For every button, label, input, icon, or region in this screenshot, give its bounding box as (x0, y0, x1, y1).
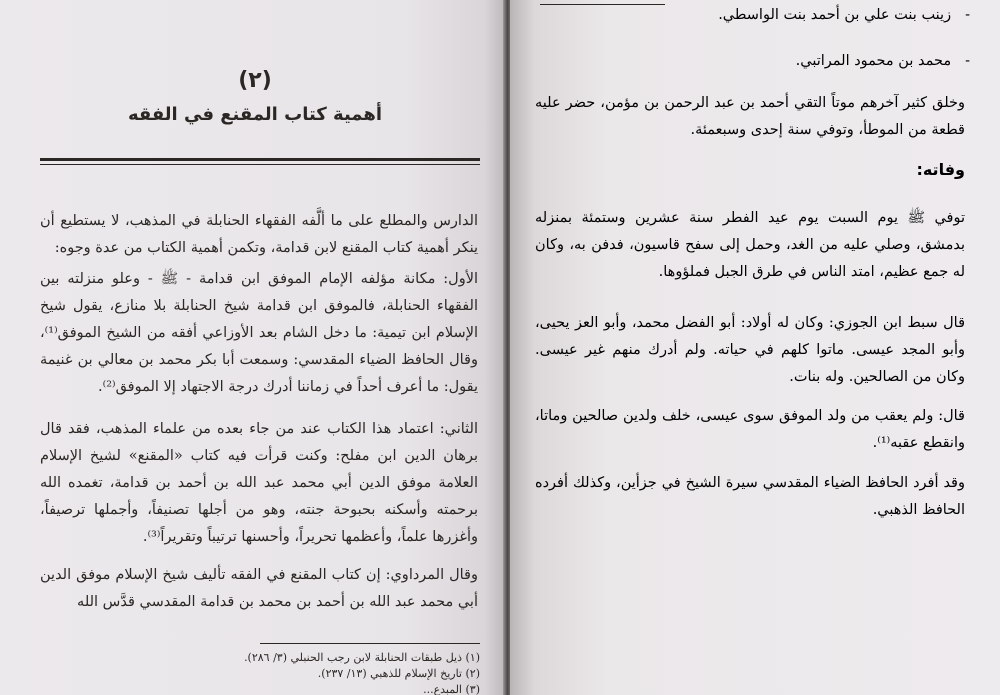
heirs-paragraph: قال: ولم يعقب من ولد الموفق سوى عيسى، خلف ولدين صالحين وماتا، وانقطع عقبه⁽¹⁾. (535, 408, 965, 451)
chapter-title: أهمية كتاب المقنع في الفقه (127, 104, 383, 125)
children-paragraph: قال سبط ابن الجوزي: وكان له أولاد: أبو الفضل محمد، وأبو العز يحيى، وأبو المجد عيسى. ماتوا كلهم في حياته. ولم أدرك منهم غير عيسى. وكان من الصالحين. وله بنات. (535, 315, 965, 385)
title-rule-thick (40, 158, 480, 161)
chapter-number: (٢) (238, 68, 272, 93)
death-heading: وفاته: (916, 160, 965, 179)
point-three-paragraph: وقال المرداوي: إن كتاب المقنع في الفقه تأليف شيخ الإسلام موفق الدين أبي محمد عبد الله بن أحمد بن محمد بن قدامة المقدسي قدَّس الله (40, 567, 478, 610)
students-paragraph: وخلق كثير آخرهم موتاً التقي أحمد بن عبد الرحمن بن مؤمن، حضر عليه قطعة من الموطأ، وتوفي سنة إحدى وسبعمئة. (535, 95, 965, 138)
footnote-rule (260, 643, 480, 644)
footnote-3: (٣) المبدع... (423, 683, 480, 695)
point-one-paragraph: الأول: مكانة مؤلفه الإمام الموفق ابن قدامة - ﷺ - وعلو منزلته بين الفقهاء الحنابلة، فالموفق ابن قدامة شيخ الحنابلة بلا منازع، يقول شيخ الإسلام ابن تيمية: ما دخل الشام بعد الأوزاعي أفقه من الشيخ الموفق⁽¹⁾، وقال الحافظ الضياء المقدسي: وسمعت أبا بكر محمد بن معالي بن غنيمة يقول: ما أعرف أحداً في زماننا أدرك درجة الاجتهاد إلا الموفق⁽²⁾. (40, 271, 478, 395)
title-rule-thin (40, 164, 480, 165)
students-list (560, 2, 970, 94)
list-item: -محمد بن محمود المراتبي. (795, 53, 970, 69)
biography-paragraph: وقد أفرد الحافظ الضياء المقدسي سيرة الشيخ في جزأين، وكذلك أفرده الحافظ الذهبي. (535, 475, 965, 518)
point-two-paragraph: الثاني: اعتماد هذا الكتاب عند من جاء بعده من علماء المذهب، فقد قال برهان الدين ابن مفلح: وكنت قرأت فيه كتاب «المقنع» لشيخ الإسلام العلامة موفق الدين أبي محمد عبد الله بن أحمد بن قدامة، تغمده الله برحمته وأسكنه بحبوحة جنته، وهو من أجلها تصنيفاً، وأجملها ترصيفاً، وأغزرها علماً، وأعظمها تحريراً، وأحسنها ترتيباً وتقريراً⁽³⁾. (40, 421, 478, 545)
footnote-2: (٢) تاريخ الإسلام للذهبي (١٣/ ٢٣٧). (317, 667, 480, 680)
death-paragraph: توفي ﷺ يوم السبت يوم عيد الفطر سنة عشرين وستمئة بمنزله بدمشق، وصلي عليه من الغد، وحمل إلى سفح قاسيون، فدفن به، وكان له جمع عظيم، امتد الناس في طرق الجبل فملؤوها. (535, 210, 965, 280)
intro-paragraph: الدارس والمطلع على ما ألَّفه الفقهاء الحنابلة في المذهب، لا يستطيع أن ينكر أهمية كتاب المقنع لابن قدامة، وتكمن أهمية الكتاب من عدة وجوه: (40, 213, 478, 256)
list-item: -زينب بنت علي بن أحمد بنت الواسطي. (718, 7, 970, 23)
footnotes (230, 650, 480, 695)
footnote-1: (١) ذيل طبقات الحنابلة لابن رجب الحنبلي (٣/ ٢٨٦). (244, 651, 480, 664)
